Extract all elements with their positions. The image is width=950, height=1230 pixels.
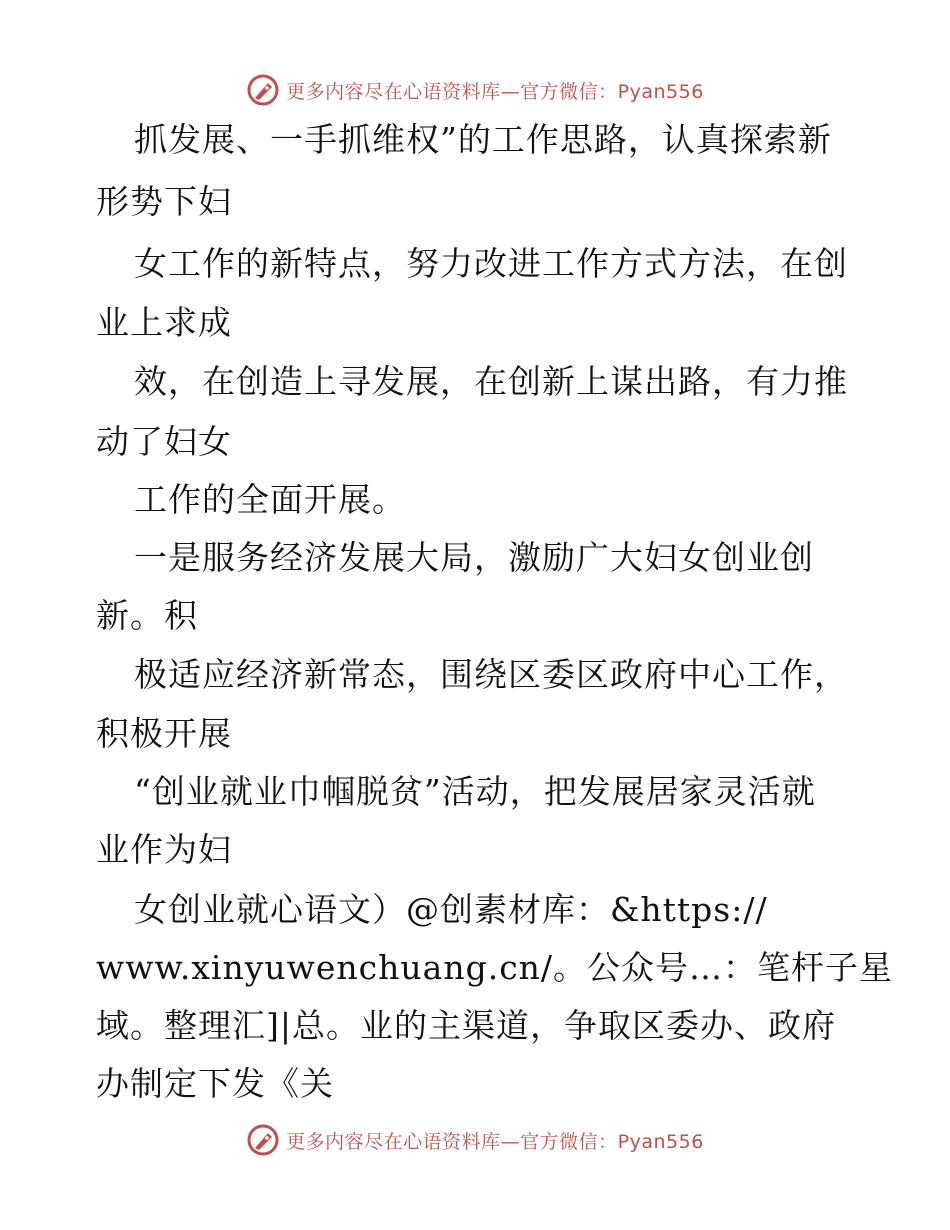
- pen-nib-logo-icon: [246, 1123, 280, 1157]
- text-line: 动了妇女: [96, 422, 232, 461]
- text-line: 业上求成: [96, 303, 232, 342]
- footer-banner-text: 更多内容尽在心语资料库—官方微信：Pyan556: [286, 1130, 704, 1153]
- text-line: “创业就业巾帼脱贫”活动，把发展居家灵活就: [134, 772, 816, 811]
- text-line: 域。整理汇]|总。业的主渠道，争取区委办、政府: [96, 1006, 836, 1045]
- text-line: 形势下妇: [96, 182, 232, 221]
- text-line: 女工作的新特点，努力改进工作方式方法，在创: [134, 244, 848, 283]
- text-line: 抓发展、一手抓维权”的工作思路，认真探索新: [134, 120, 832, 159]
- header-banner: [0, 70, 950, 110]
- text-line: 积极开展: [96, 714, 232, 753]
- text-line: 业作为妇: [96, 830, 232, 869]
- text-line: 效，在创造上寻发展，在创新上谋出路，有力推: [134, 362, 848, 401]
- header-banner-text: 更多内容尽在心语资料库—官方微信：Pyan556: [286, 80, 704, 103]
- text-line: www.xinyuwenchuang.cn/。公众号…：笔杆子星: [96, 948, 894, 987]
- text-line: 一是服务经济发展大局，激励广大妇女创业创: [134, 538, 814, 577]
- pen-nib-logo-icon: [246, 73, 280, 107]
- text-line: 办制定下发《关: [96, 1064, 334, 1103]
- text-line: 极适应经济新常态，围绕区委区政府中心工作，: [134, 655, 848, 694]
- text-line: 新。积: [96, 596, 198, 635]
- text-line: 女创业就心语文）@创素材库：&https://: [134, 890, 768, 929]
- text-line: 工作的全面开展。: [134, 480, 406, 519]
- footer-banner: [0, 1120, 950, 1160]
